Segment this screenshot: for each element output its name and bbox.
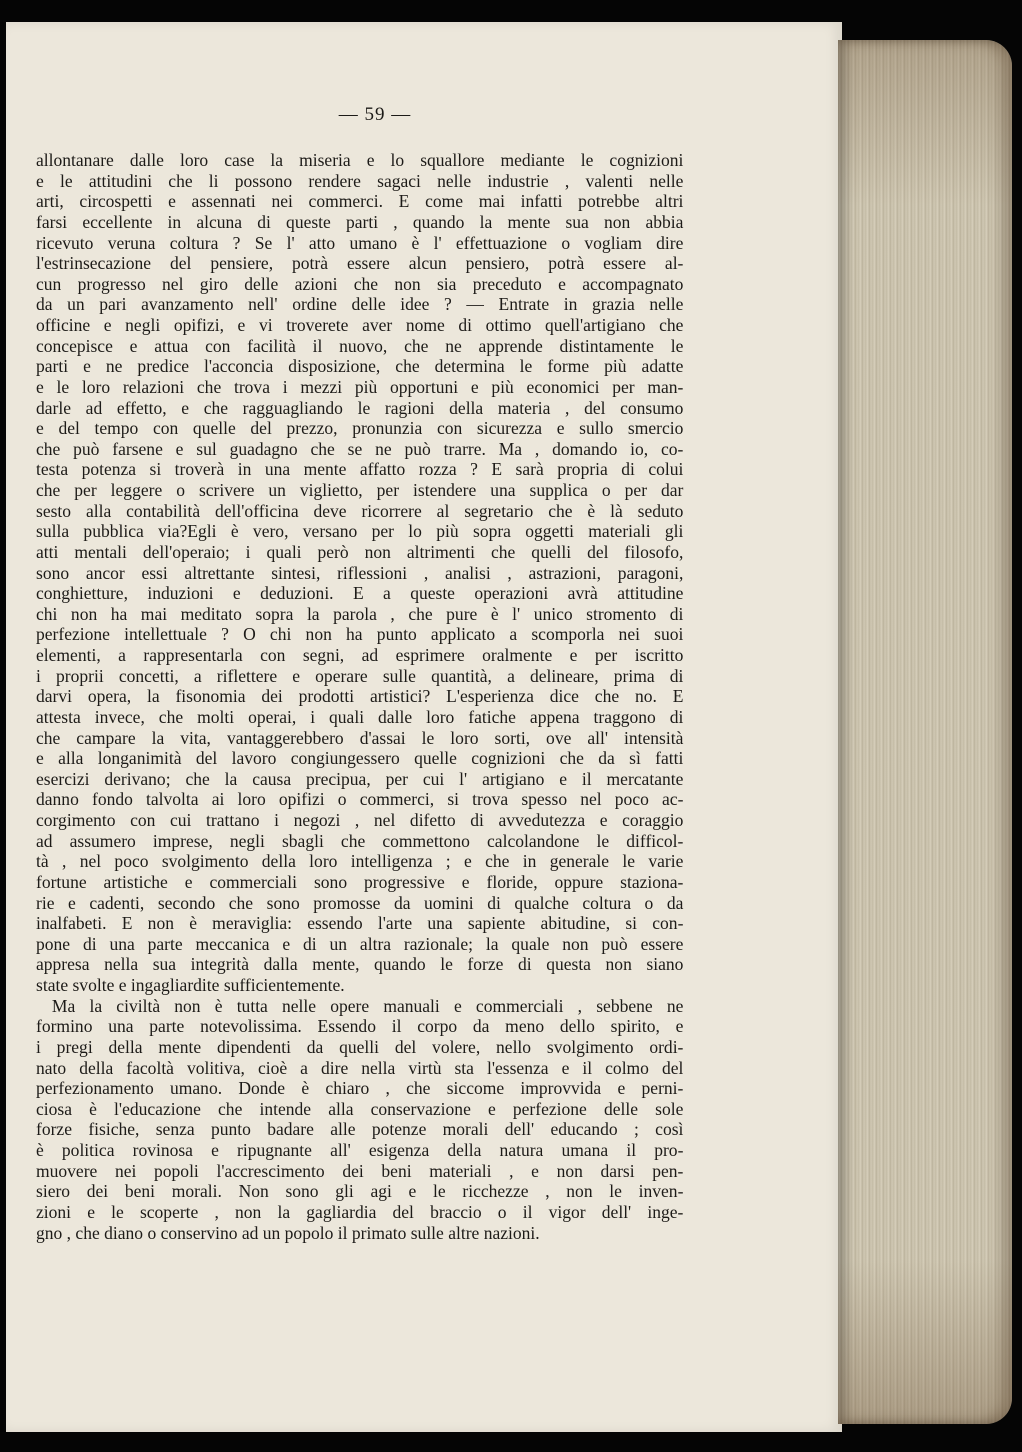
text-line: i pregi della mente dipendenti da quelli del volere, nello svolgimento ordi- bbox=[36, 1036, 684, 1057]
text-line: inalfabeti. E non è meraviglia: essendo l'arte una sapiente abitudine, si con- bbox=[36, 913, 684, 934]
page-body-text bbox=[36, 150, 683, 1243]
text-line: darle ad effetto, e che ragguagliando le ragioni della materia , del consumo bbox=[36, 397, 684, 418]
text-line: ricevuto veruna coltura ? Se l' atto umano è l' effettuazione o vogliam dire bbox=[36, 232, 684, 253]
text-line: rie e cadenti, secondo che sono promosse da uomini di qualche coltura o da bbox=[36, 892, 684, 913]
text-line: perfezione intellettuale ? O chi non ha punto applicato a scomporla nei suoi bbox=[36, 624, 684, 645]
book-page-edges bbox=[838, 40, 1012, 1424]
text-line: esercizi derivano; che la causa precipua, per cui l' artigiano e il mercatante bbox=[36, 768, 684, 789]
text-line: che per leggere o scrivere un viglietto, per istendere una supplica o per dar bbox=[36, 480, 684, 500]
text-line: che può farsene e sul guadagno che se ne può trarre. Ma , domando io, co- bbox=[36, 438, 684, 459]
text-line: sono ancor essi altrettante sintesi, riflessioni , analisi , astrazioni, paragoni, bbox=[36, 562, 684, 583]
text-line: arti, circospetti e assennati nei commerci. E come mai infatti potrebbe altri bbox=[36, 191, 684, 212]
text-line: darvi opera, la fisonomia dei prodotti artistici? L'esperienza dice che no. E bbox=[36, 686, 684, 707]
text-line: state svolte e ingagliardite sufficientemente. bbox=[36, 975, 345, 995]
text-line: fortune artistiche e commerciali sono progressive e floride, oppure staziona- bbox=[36, 871, 684, 892]
text-line: ad assumero imprese, negli sbagli che commettono calcolandone le difficol- bbox=[36, 830, 684, 851]
text-line: perfezionamento umano. Donde è chiaro , che siccome improvvida e perni- bbox=[36, 1078, 684, 1099]
text-line: da un pari avanzamento nell' ordine delle idee ? — Entrate in grazia nelle bbox=[36, 294, 684, 315]
text-line: attesta invece, che molti operai, i quali dalle loro fatiche appena traggono di bbox=[36, 706, 684, 727]
text-line: siero dei beni morali. Non sono gli agi e le ricchezze , non le inven- bbox=[36, 1181, 684, 1202]
text-line: corgimento con cui trattano i negozi , nel difetto di avvedutezza e coraggio bbox=[36, 810, 684, 830]
text-line: sulla pubblica via?Egli è vero, versano per lo più sopra oggetti materiali gli bbox=[36, 521, 684, 542]
text-line: pone di una parte meccanica e di un altra razionale; la quale non può essere bbox=[36, 933, 684, 954]
text-line: atti mentali dell'operaio; i quali però non altrimenti che quelli del filosofo, bbox=[36, 541, 684, 562]
text-line: zioni e le scoperte , non la gagliardia del braccio o il vigor dell' inge- bbox=[36, 1201, 684, 1222]
text-line: parti e ne predice l'acconcia disposizione, che determina le forme più adatte bbox=[36, 356, 684, 377]
text-line: farsi eccellente in alcuna di queste parti , quando la mente sua non abbia bbox=[36, 211, 684, 232]
text-line: e le loro relazioni che trova i mezzi più opportuni e più economici per man- bbox=[36, 376, 684, 397]
paragraph bbox=[36, 996, 683, 1244]
text-line: formino una parte notevolissima. Essendo il corpo da meno dello spirito, e bbox=[36, 1016, 684, 1037]
text-line: che campare la vita, vantaggerebbero d'assai le loro sorti, ove all' intensità bbox=[36, 727, 684, 748]
text-line: elementi, a rappresentarla con segni, ad esprimere oralmente e per iscritto bbox=[36, 645, 684, 665]
text-line: danno fondo talvolta ai loro opifizi o commerci, si trova spesso nel poco ac- bbox=[36, 789, 684, 810]
text-line: e alla longanimità del lavoro congiungessero quelle cognizioni che da sì fatti bbox=[36, 748, 684, 769]
text-line: muovere nei popoli l'accrescimento dei beni materiali , e non darsi pen- bbox=[36, 1160, 684, 1181]
text-line: è politica rovinosa e ripugnante all' esigenza della natura umana il pro- bbox=[36, 1140, 684, 1160]
text-line: chi non ha mai meditato sopra la parola , che pure è l' unico stromento di bbox=[36, 603, 684, 624]
page-number: — 59 — bbox=[338, 104, 412, 125]
text-line: e del tempo con quelle del prezzo, pronunzia con sicurezza e sullo smercio bbox=[36, 418, 684, 439]
text-line: nato della facoltà volitiva, cioè a dire nella virtù sta l'essenza e il colmo del bbox=[36, 1057, 684, 1078]
text-line: cun progresso nel giro delle azioni che non sia preceduto e accompagnato bbox=[36, 273, 684, 294]
text-line: forze fisiche, senza punto badare alle potenze morali dell' educando ; così bbox=[36, 1119, 684, 1140]
text-line: gno , che diano o conservino ad un popolo il primato sulle altre nazioni. bbox=[36, 1222, 540, 1243]
text-line: testa potenza si troverà in una mente affatto rozza ? E sarà propria di colui bbox=[36, 459, 684, 480]
text-line: e le attitudini che li possono rendere sagaci nelle industrie , valenti nelle bbox=[36, 170, 684, 191]
text-line: tà , nel poco svolgimento della loro intelligenza ; e che in generale le varie bbox=[36, 851, 684, 872]
text-line: appresa nella sua integrità dalla mente, quando le forze di questa non siano bbox=[36, 954, 684, 975]
text-line: Ma la civiltà non è tutta nelle opere manuali e commerciali , sebbene ne bbox=[51, 995, 684, 1016]
text-line: concepisce e attua con facilità il nuovo, che ne apprende distintamente le bbox=[36, 335, 684, 356]
text-line: sesto alla contabilità dell'officina deve ricorrere al segretario che è là seduto bbox=[36, 500, 684, 521]
paragraph bbox=[36, 150, 683, 996]
text-line: allontanare dalle loro case la miseria e lo squallore mediante le cognizioni bbox=[36, 150, 684, 170]
text-line: officine e negli opifizi, e vi troverete aver nome di ottimo quell'artigiano che bbox=[36, 315, 684, 335]
text-line: i proprii concetti, a riflettere e operare sulle quantità, a delineare, prima di bbox=[36, 665, 684, 686]
text-line: conghietture, induzioni e deduzioni. E a queste operazioni avrà attitudine bbox=[36, 583, 684, 604]
text-line: ciosa è l'educazione che intende alla conservazione e perfezione delle sole bbox=[36, 1098, 684, 1119]
text-line: l'estrinsecazione del pensiere, potrà essere alcun pensiero, potrà essere al- bbox=[36, 253, 684, 274]
